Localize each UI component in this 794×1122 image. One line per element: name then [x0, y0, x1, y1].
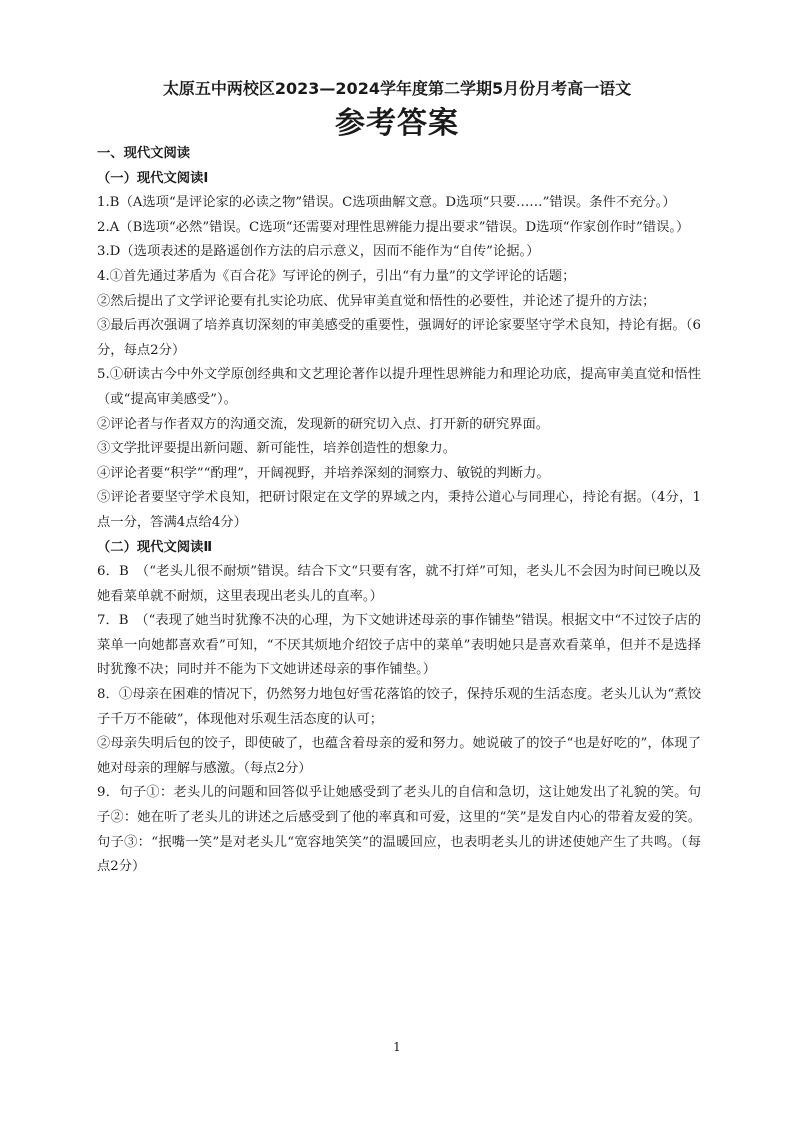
answer-item: 6．B （“老头儿很不耐烦”错误。结合下文“只要有客，就不打烊”可知，老头儿不会因为时间已晚以及她看菜单就不耐烦，这里表现出老头儿的直率。） — [97, 564, 701, 604]
answer-item: ②评论者与作者双方的沟通交流，发现新的研究切入点、打开新的研究界面。 — [97, 416, 550, 432]
answer-item: ⑤评论者要坚守学术良知，把研讨限定在文学的界域之内，秉持公道心与同理心，持论有据。（4分，1点一分，答满4点给4分） — [97, 490, 701, 530]
answer-item: ②然后提出了文学评论要有扎实论功底、优异审美直觉和悟性的必要性，并论述了提升的方法； — [97, 293, 656, 309]
page-number: 1 — [393, 1040, 401, 1054]
answer-content — [97, 142, 701, 880]
answer-item: ④评论者要“积学”“酌理”，开阔视野，并培养深刻的洞察力、敏锐的判断力。 — [97, 465, 550, 481]
answer-item: 1.B（A选项“是评论家的必读之物”错误。C选项曲解文意。D选项“只要……”错误。条件不充分。） — [97, 195, 676, 211]
subsection-heading: （二）现代文阅读Ⅱ — [97, 539, 213, 555]
section-heading: 一、现代文阅读 — [97, 146, 191, 161]
answer-item: 5.①研读古今中外文学原创经典和文艺理论著作以提升理性思辨能力和理论功底，提高审美直觉和悟性（或“提高审美感受”）。 — [97, 367, 701, 407]
answer-item: 3.D（选项表述的是路遥创作方法的启示意义，因而不能作为“自传”论据。） — [97, 244, 540, 260]
answer-item: 9．句子①：老头儿的问题和回答似乎让她感受到了老头儿的自信和急切，这让她发出了礼貌的笑。句子②：她在听了老头儿的讲述之后感受到了他的率真和可爱，这里的“笑”是发自内心的带着友爱的笑。句子③：“抿嘴一笑”是对老头儿“宽容地笑笑”的温暖回应，也表明老头儿的讲述使她产生了共鸣。（每点2分） — [97, 785, 701, 875]
subsection-heading: （一）现代文阅读Ⅰ — [97, 170, 209, 186]
answer-item: 8．①母亲在困难的情况下，仍然努力地包好雪花落馅的饺子，保持乐观的生活态度。老头儿认为“煮饺子千万不能破”，体现他对乐观生活态度的认可； — [97, 687, 701, 727]
answer-item: ③最后再次强调了培养真切深刻的审美感受的重要性，强调好的评论家要坚守学术良知，持论有据。（6分，每点2分） — [97, 318, 701, 358]
answer-item: ③文学批评要提出新问题、新可能性，培养创造性的想象力。 — [97, 441, 457, 457]
answer-item: 7．B （“表现了她当时犹豫不决的心理，为下文她讲述母亲的事作铺垫”错误。根据文中“不过饺子店的菜单一向她都喜欢看”可知，“不厌其烦地介绍饺子店中的菜单”表明她只是喜欢看菜单，但并不是选择时犹豫不决；同时并不能为下文她讲述母亲的事作铺垫。） — [97, 613, 701, 678]
answer-item: 4.①首先通过茅盾为《百合花》写评论的例子，引出“有力量”的文学评论的话题； — [97, 268, 576, 284]
answer-item: ②母亲失明后包的饺子，即使破了，也蕴含着母亲的爱和努力。她说破了的饺子“也是好吃的”，体现了她对母亲的理解与感激。（每点2分） — [97, 736, 701, 776]
document-title: 参考答案 — [335, 106, 459, 141]
exam-header-title: 太原五中两校区2023—2024学年度第二学期5月份月考高一语文 — [162, 79, 632, 98]
answer-item: 2.A（B选项“必然”错误。C选项“还需要对理性思辨能力提出要求”错误。D选项“作家创作时”错误。） — [97, 219, 690, 235]
